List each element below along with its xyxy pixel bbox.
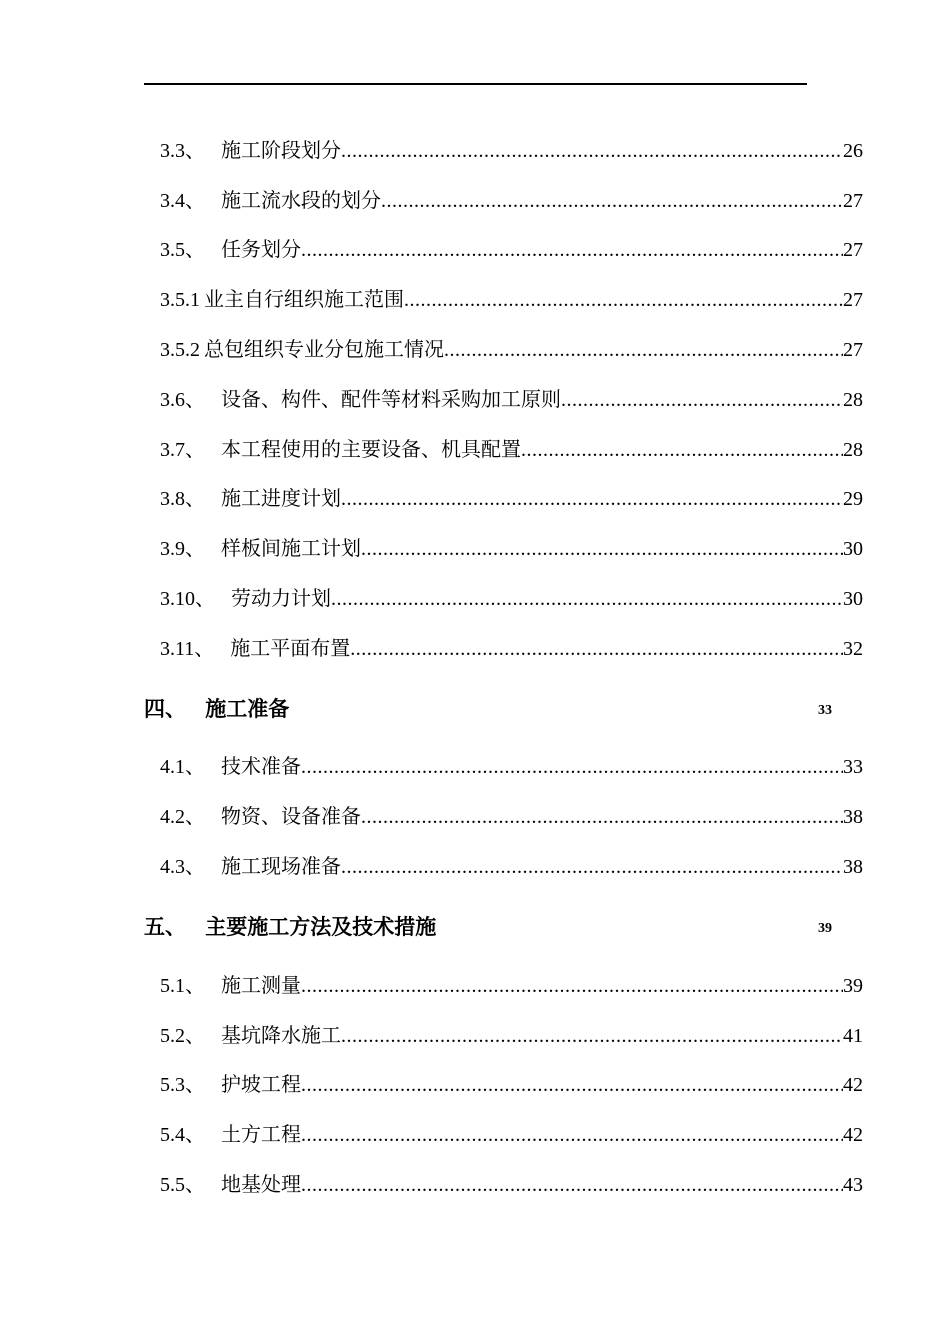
toc-chapter-number: 五、 xyxy=(144,915,186,939)
toc-entry-page: 43 xyxy=(843,1174,863,1196)
toc-entry-number: 3.5.2 xyxy=(160,339,200,361)
toc-entry-number: 3.6 xyxy=(160,389,185,411)
toc-dot-leader xyxy=(341,136,843,166)
toc-entry-separator: 、 xyxy=(185,806,205,828)
toc-dot-leader xyxy=(301,235,843,265)
toc-entry-title: 物资、设备准备 xyxy=(221,806,361,828)
toc-entry-title: 总包组织专业分包施工情况 xyxy=(204,339,444,361)
toc-entry-separator: 、 xyxy=(185,1124,205,1146)
toc-entry-separator: 、 xyxy=(185,1074,205,1096)
toc-entry-5-5[interactable] xyxy=(160,1170,863,1200)
toc-dot-leader xyxy=(301,1120,843,1150)
toc-entry-number: 4.1 xyxy=(160,756,185,778)
toc-entry-page: 26 xyxy=(843,140,863,162)
toc-entry-separator: 、 xyxy=(185,756,205,778)
toc-entry-number: 3.7 xyxy=(160,439,185,461)
toc-dot-leader xyxy=(444,335,843,365)
toc-entry-separator: 、 xyxy=(185,1025,205,1047)
toc-entry-page: 30 xyxy=(843,538,863,560)
toc-entry-number: 5.5 xyxy=(160,1174,185,1196)
toc-entry-title: 劳动力计划 xyxy=(231,588,331,610)
toc-entry-3-5-2[interactable] xyxy=(160,335,863,365)
toc-entry-number: 5.4 xyxy=(160,1124,185,1146)
toc-dot-leader xyxy=(381,186,843,216)
toc-entry-number: 4.3 xyxy=(160,856,185,878)
toc-chapter-title: 主要施工方法及技术措施 xyxy=(205,915,437,939)
toc-dot-leader xyxy=(301,971,843,1001)
toc-entry-separator: 、 xyxy=(185,975,205,997)
toc-entry-3-5-1[interactable] xyxy=(160,285,863,315)
toc-entry-page: 39 xyxy=(843,975,863,997)
toc-entry-title: 施工流水段的划分 xyxy=(221,190,381,212)
toc-entry-page: 27 xyxy=(843,239,863,261)
toc-entry-title: 样板间施工计划 xyxy=(221,538,361,560)
toc-entry-number: 3.8 xyxy=(160,488,185,510)
toc-entry-number: 5.3 xyxy=(160,1074,185,1096)
toc-entry-page: 30 xyxy=(843,588,863,610)
toc-entry-number: 5.1 xyxy=(160,975,185,997)
toc-entry-title: 施工进度计划 xyxy=(221,488,341,510)
toc-entry-title: 任务划分 xyxy=(221,239,301,261)
toc-entry-number: 5.2 xyxy=(160,1025,185,1047)
toc-entry-title: 施工平面布置 xyxy=(230,638,351,660)
toc-entry-3-3[interactable] xyxy=(160,136,863,166)
toc-entry-separator: 、 xyxy=(185,488,205,510)
toc-dot-leader xyxy=(404,285,843,315)
toc-entry-page: 42 xyxy=(843,1124,863,1146)
toc-entry-separator: 、 xyxy=(185,190,205,212)
toc-entry-number: 3.5 xyxy=(160,239,185,261)
toc-entry-title: 业主自行组织施工范围 xyxy=(204,289,404,311)
toc-dot-leader xyxy=(331,584,843,614)
toc-dot-leader xyxy=(350,634,843,664)
toc-entry-4-3[interactable] xyxy=(160,852,863,882)
toc-dot-leader xyxy=(341,1021,843,1051)
toc-entry-3-4[interactable] xyxy=(160,186,863,216)
toc-entry-3-11[interactable] xyxy=(160,634,863,664)
toc-entry-5-4[interactable] xyxy=(160,1120,863,1150)
toc-entry-title: 护坡工程 xyxy=(221,1074,301,1096)
toc-entry-title: 基坑降水施工 xyxy=(221,1025,341,1047)
toc-dot-leader xyxy=(361,534,843,564)
toc-entry-3-5[interactable] xyxy=(160,235,863,265)
toc-entry-page: 41 xyxy=(843,1025,863,1047)
toc-entry-title: 施工阶段划分 xyxy=(221,140,341,162)
toc-entry-number: 3.9 xyxy=(160,538,185,560)
toc-entry-number: 3.5.1 xyxy=(160,289,200,311)
toc-entry-4-1[interactable] xyxy=(160,752,863,782)
toc-entry-number: 3.10 xyxy=(160,588,195,610)
toc-entry-separator: 、 xyxy=(195,588,215,610)
toc-entry-5-2[interactable] xyxy=(160,1021,863,1051)
toc-entry-separator: 、 xyxy=(185,439,205,461)
toc-dot-leader xyxy=(341,852,843,882)
toc-entry-5-1[interactable] xyxy=(160,971,863,1001)
toc-chapter-page: 39 xyxy=(818,921,832,936)
toc-entry-title: 地基处理 xyxy=(221,1174,301,1196)
toc-entry-page: 27 xyxy=(843,339,863,361)
toc-entry-number: 3.4 xyxy=(160,190,185,212)
toc-entry-separator: 、 xyxy=(185,389,205,411)
toc-entry-3-10[interactable] xyxy=(160,584,863,614)
toc-entry-page: 42 xyxy=(843,1074,863,1096)
toc-entry-page: 28 xyxy=(843,439,863,461)
toc-entry-number: 3.3 xyxy=(160,140,185,162)
toc-entry-3-9[interactable] xyxy=(160,534,863,564)
toc-entry-5-3[interactable] xyxy=(160,1070,863,1100)
toc-entry-page: 38 xyxy=(843,856,863,878)
toc-chapter-title: 施工准备 xyxy=(205,697,290,721)
toc-entry-page: 28 xyxy=(843,389,863,411)
toc-entry-number: 3.11 xyxy=(160,638,195,660)
toc-dot-leader xyxy=(301,1070,843,1100)
toc-dot-leader xyxy=(341,484,843,514)
toc-entry-number: 4.2 xyxy=(160,806,185,828)
toc-entry-4-2[interactable] xyxy=(160,802,863,832)
toc-entry-title: 土方工程 xyxy=(221,1124,301,1146)
toc-entry-title: 设备、构件、配件等材料采购加工原则 xyxy=(221,389,561,411)
toc-entry-page: 29 xyxy=(843,488,863,510)
toc-entry-page: 32 xyxy=(843,638,863,660)
toc-entry-title: 施工测量 xyxy=(221,975,301,997)
toc-dot-leader xyxy=(561,385,843,415)
toc-entry-separator: 、 xyxy=(194,638,215,660)
toc-entry-page: 27 xyxy=(843,289,863,311)
toc-entry-title: 本工程使用的主要设备、机具配置 xyxy=(221,439,521,461)
toc-chapter-5[interactable] xyxy=(144,910,844,944)
toc-dot-leader xyxy=(361,802,843,832)
toc-entry-separator: 、 xyxy=(185,1174,205,1196)
toc-entry-separator: 、 xyxy=(185,538,205,560)
toc-entry-3-8[interactable] xyxy=(160,484,863,514)
toc-entry-separator: 、 xyxy=(185,856,205,878)
toc-entry-3-6[interactable] xyxy=(160,385,863,415)
toc-entry-page: 33 xyxy=(843,756,863,778)
toc-entry-page: 38 xyxy=(843,806,863,828)
toc-dot-leader xyxy=(521,435,843,465)
toc-entry-separator: 、 xyxy=(185,239,205,261)
toc-dot-leader xyxy=(301,1170,843,1200)
toc-chapter-page: 33 xyxy=(818,703,832,718)
toc-chapter-number: 四、 xyxy=(144,697,186,721)
toc-entry-3-7[interactable] xyxy=(160,435,863,465)
toc-chapter-4[interactable] xyxy=(144,692,844,726)
toc-entry-page: 27 xyxy=(843,190,863,212)
toc-entry-title: 技术准备 xyxy=(221,756,301,778)
toc-entry-separator: 、 xyxy=(185,140,205,162)
toc-entry-title: 施工现场准备 xyxy=(221,856,341,878)
toc-dot-leader xyxy=(301,752,843,782)
